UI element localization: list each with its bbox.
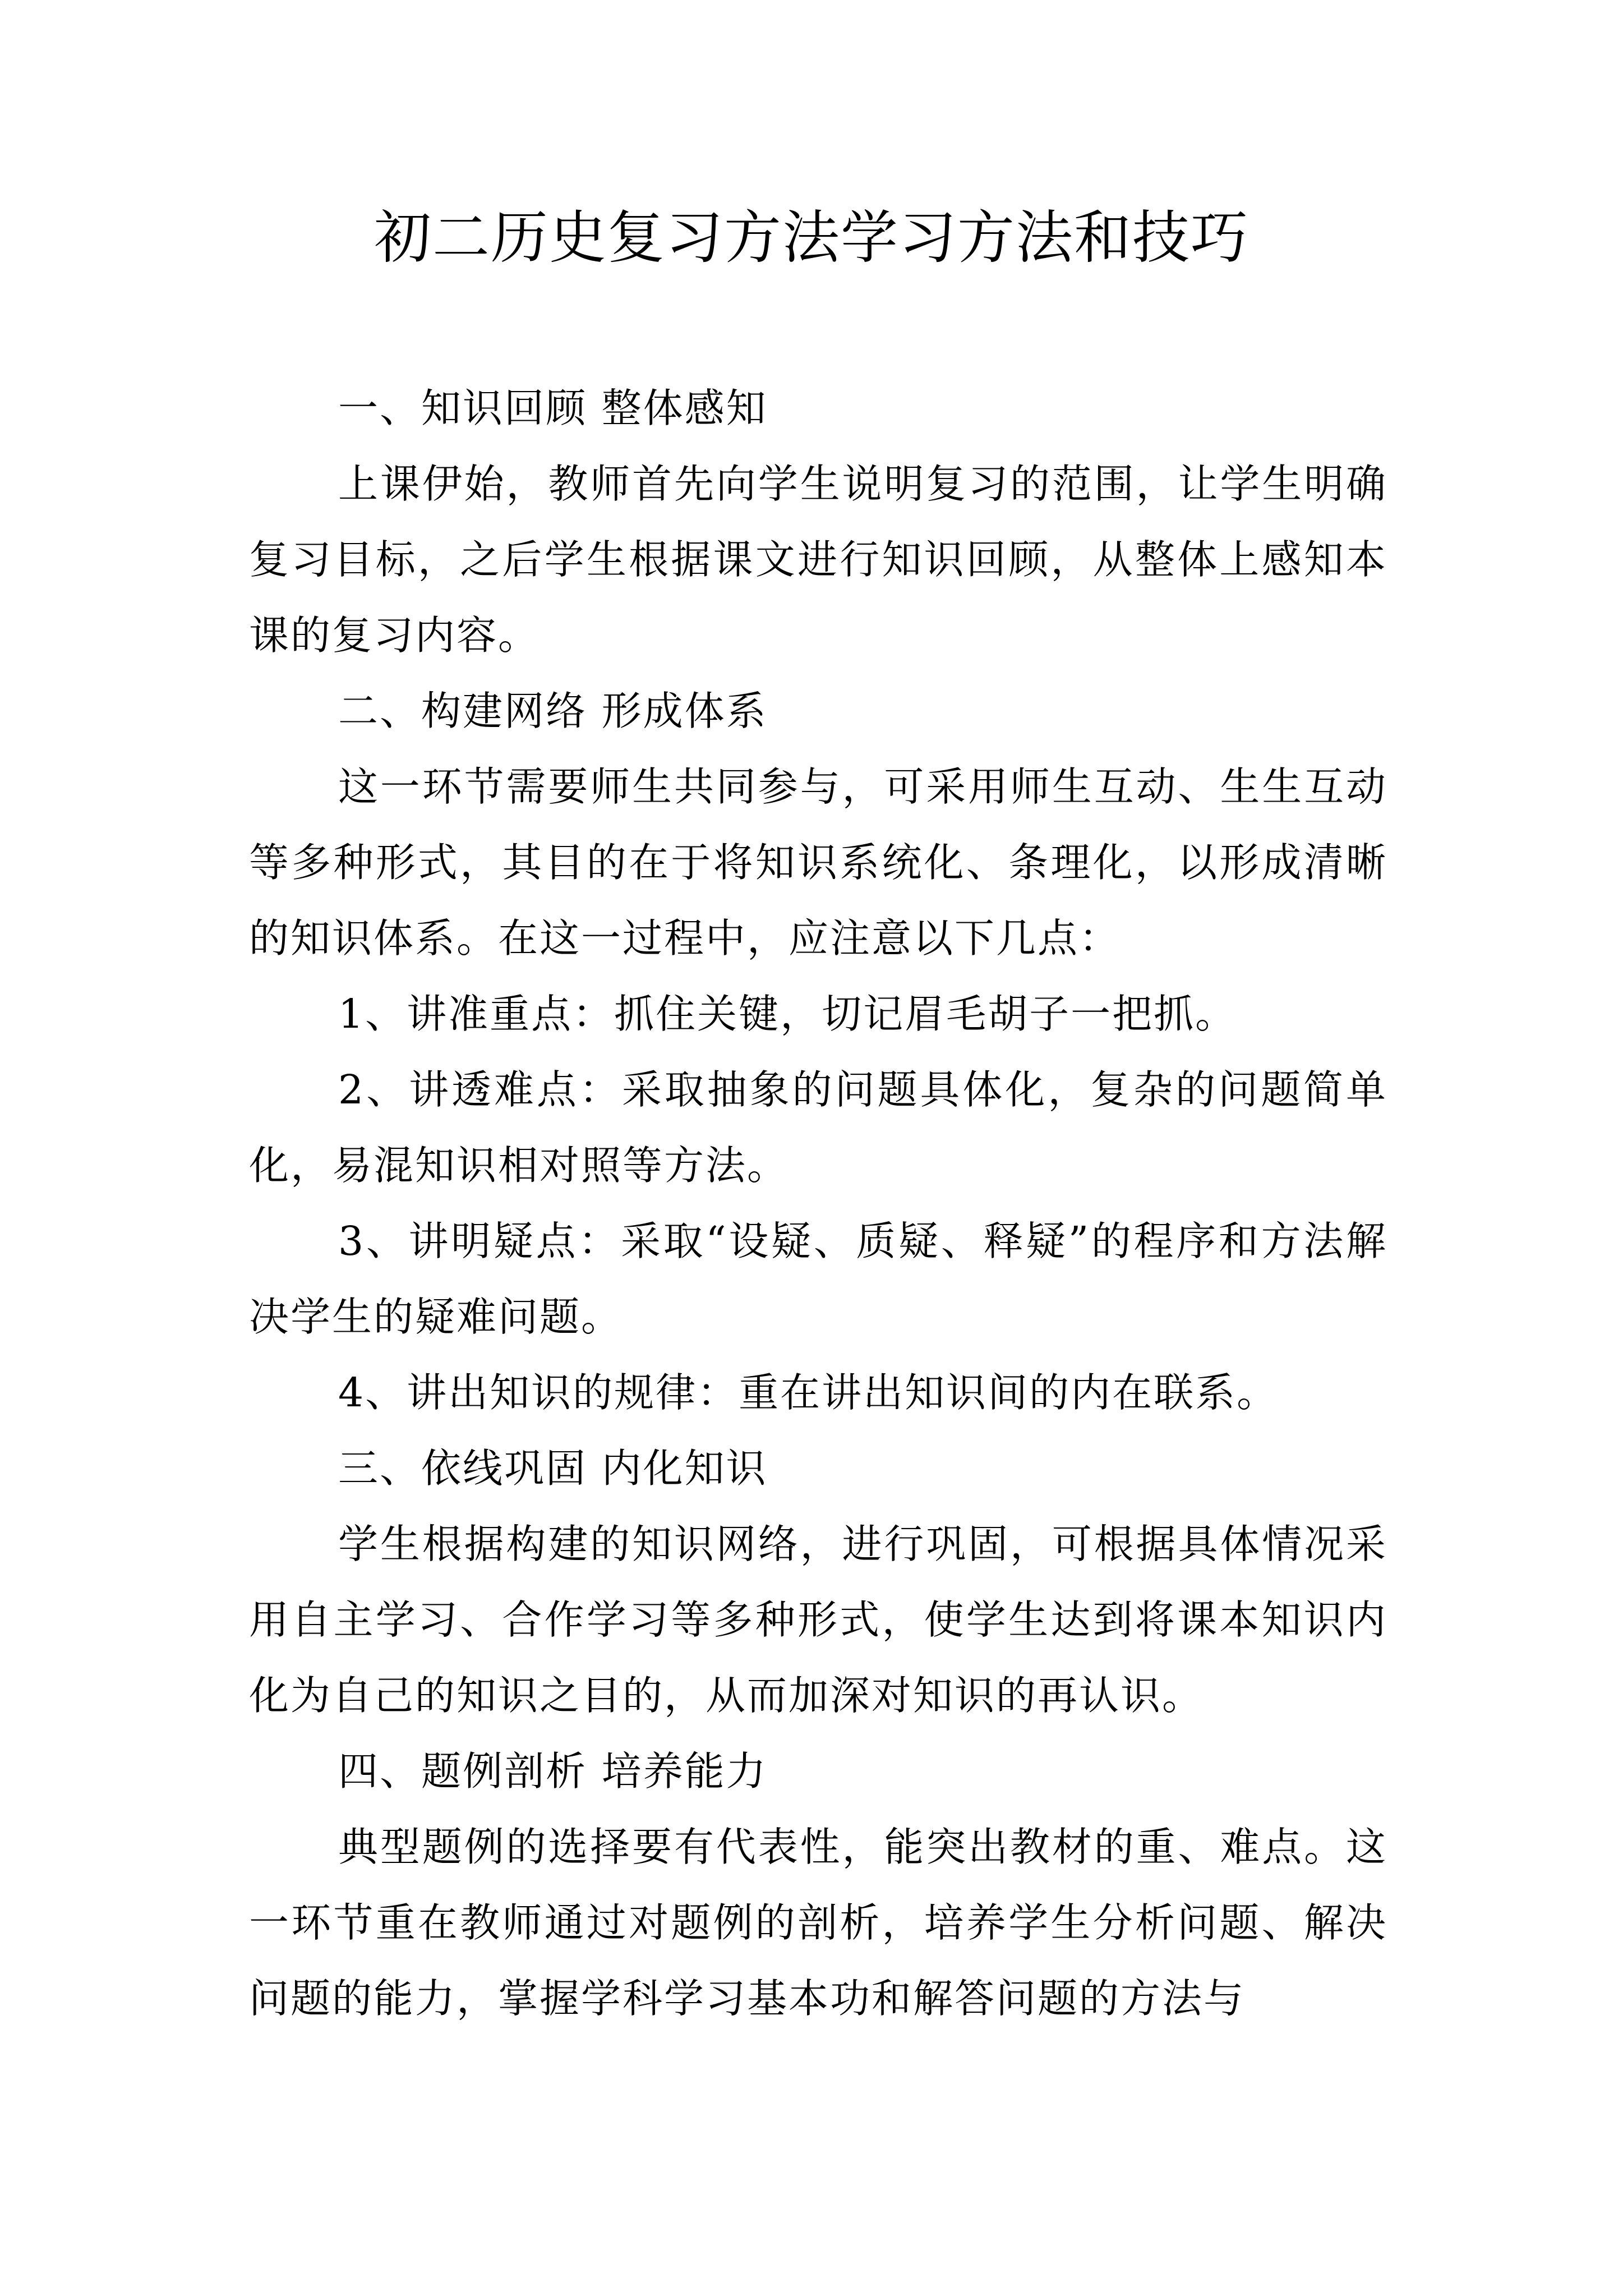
section-heading-examples: 四、题例剖析 培养能力 — [338, 1748, 768, 1795]
paragraph-examples: 典型题例的选择要有代表性，能突出教材的重、难点。这一环节重在教师通过对题例的剖析，培养学生分析问题、解决问题的能力，掌握学科学习基本功和解答问题的方法与 — [249, 1824, 1387, 2022]
list-item-difficult-points: 2、讲透难点：采取抽象的问题具体化，复杂的问题简单化，易混知识相对照等方法。 — [249, 1066, 1387, 1189]
section-heading-network: 二、构建网络 形成体系 — [338, 688, 768, 734]
section-heading-review: 一、知识回顾 整体感知 — [338, 385, 768, 431]
section-heading-consolidate: 三、依线巩固 内化知识 — [338, 1445, 768, 1492]
document-body — [249, 370, 1387, 2036]
document-title: 初二历史复习方法学习方法和技巧 — [374, 205, 1249, 272]
paragraph-network: 这一环节需要师生共同参与，可采用师生互动、生生互动等多种形式，其目的在于将知识系统化、条理化，以形成清晰的知识体系。在这一过程中，应注意以下几点： — [249, 763, 1387, 961]
paragraph-consolidate: 学生根据构建的知识网络，进行巩固，可根据具体情况采用自主学习、合作学习等多种形式，使学生达到将课本知识内化为自己的知识之目的，从而加深对知识的再认识。 — [249, 1521, 1387, 1719]
list-item-knowledge-rules: 4、讲出知识的规律：重在讲出知识间的内在联系。 — [338, 1369, 1279, 1416]
list-item-key-points: 1、讲准重点：抓住关键，切记眉毛胡子一把抓。 — [338, 991, 1237, 1037]
paragraph-review: 上课伊始，教师首先向学生说明复习的范围，让学生明确复习目标，之后学生根据课文进行知识回顾，从整体上感知本课的复习内容。 — [249, 461, 1387, 659]
list-item-doubtful-points: 3、讲明疑点：采取“设疑、质疑、释疑”的程序和方法解决学生的疑难问题。 — [249, 1218, 1387, 1340]
